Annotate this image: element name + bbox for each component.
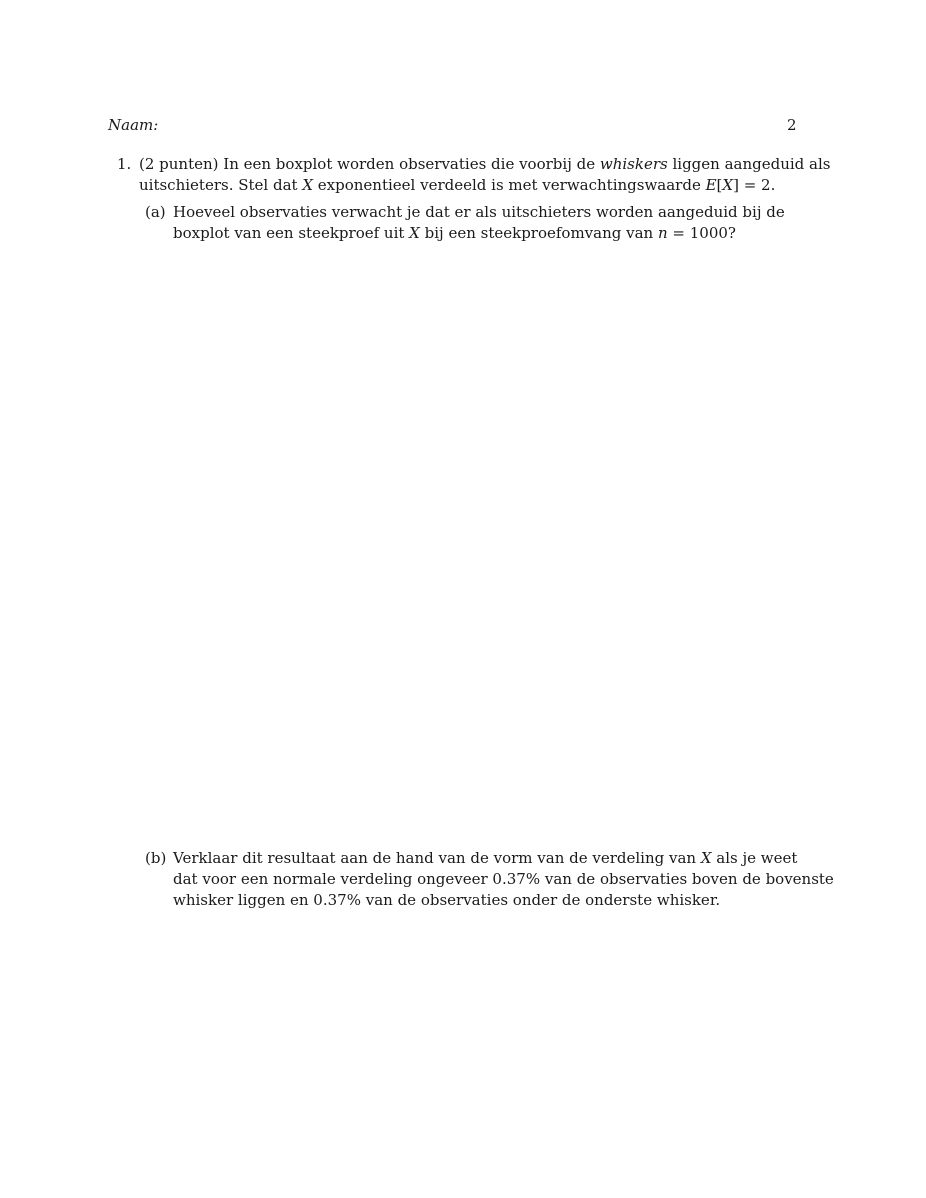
question-text-line-2: uitschieters. Stel dat X exponentieel verdeeld is met verwachtingswaarde E[X] = 2.	[139, 176, 776, 194]
subquestion-a-line-2: boxplot van een steekproef uit X bij een steekproefomvang van n = 1000?	[173, 224, 736, 242]
subquestion-b-line-1: Verklaar dit resultaat aan de hand van de vorm van de verdeling van X als je weet	[173, 849, 798, 867]
subquestion-b-label: (b)	[145, 849, 167, 867]
question-text-line-1: (2 punten) In een boxplot worden observaties die voorbij de whiskers liggen aangeduid als	[139, 155, 831, 173]
emphasis-whiskers: whiskers	[599, 155, 668, 173]
subquestion-b-line-3: whisker liggen en 0.37% van de observaties onder de onderste whisker.	[173, 891, 721, 909]
subquestion-b-line-2: dat voor een normale verdeling ongeveer 0.37% van de observaties boven de bovenste	[173, 870, 834, 888]
name-label: Naam:	[108, 116, 159, 134]
subquestion-a-line-1: Hoeveel observaties verwacht je dat er als uitschieters worden aangeduid bij de	[173, 203, 785, 221]
subquestion-a-label: (a)	[145, 203, 166, 221]
page-number: 2	[787, 116, 797, 134]
question-number: 1.	[117, 155, 132, 173]
